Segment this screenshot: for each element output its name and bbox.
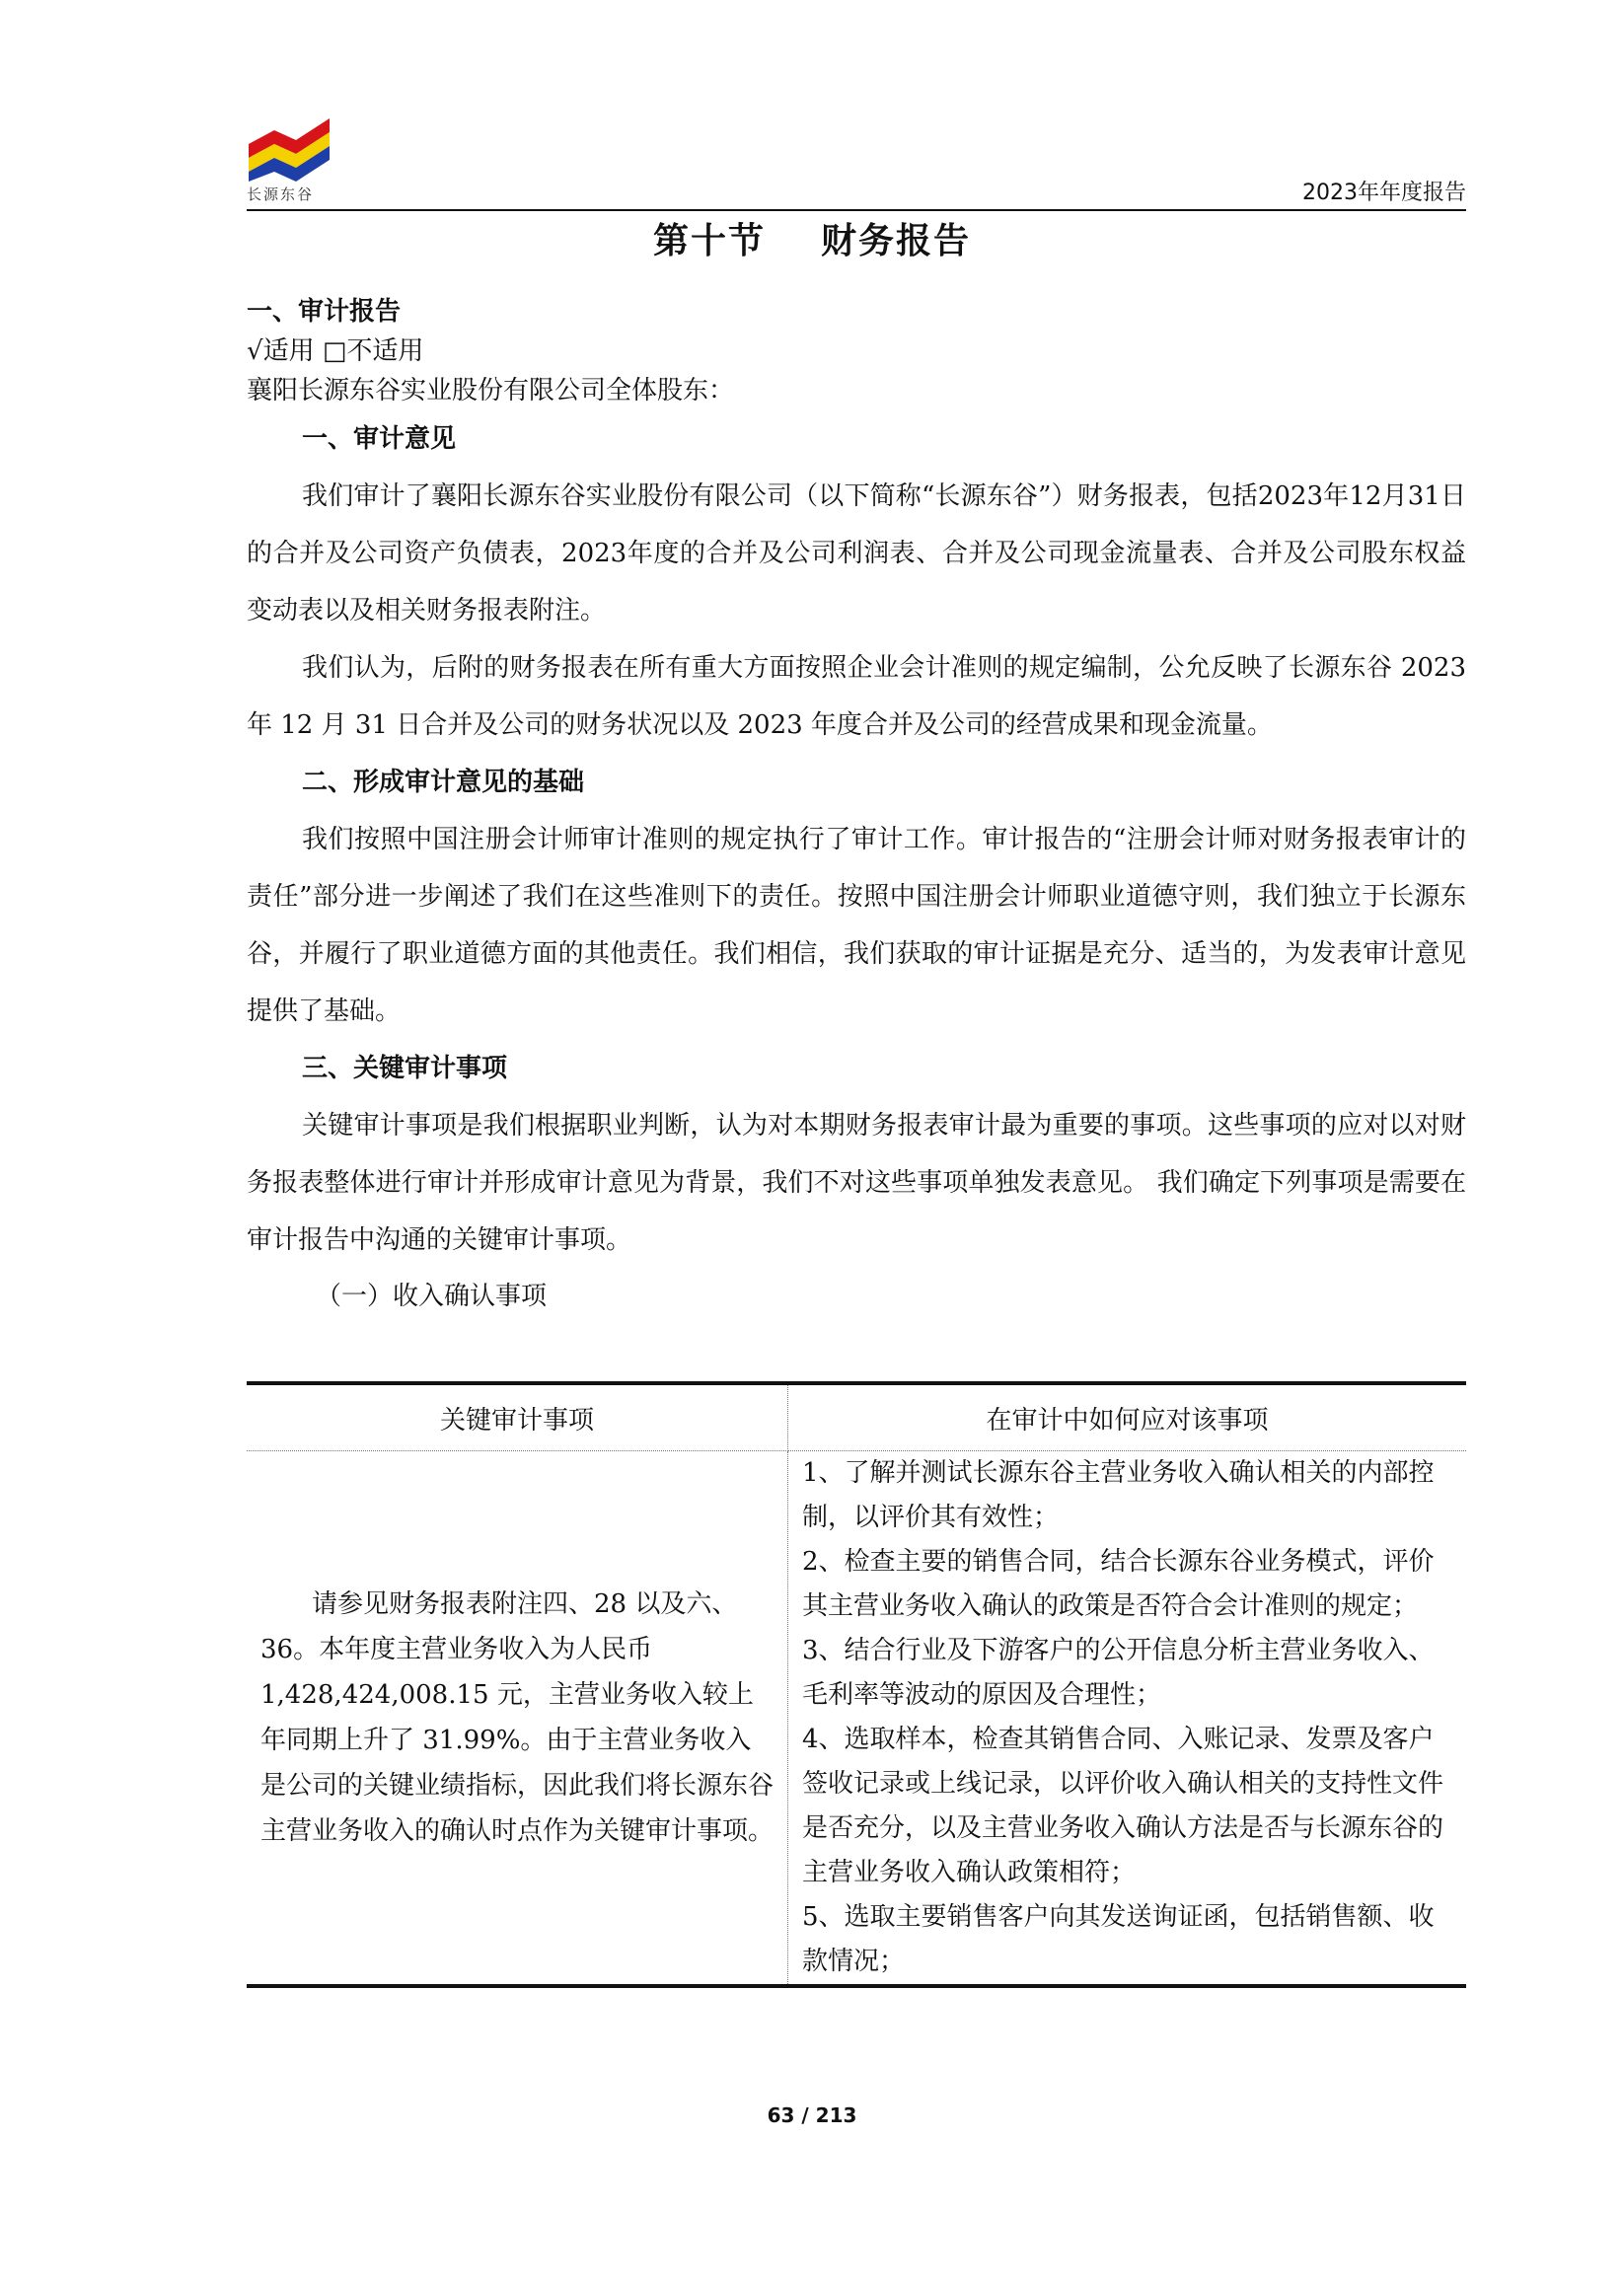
main-content bbox=[247, 292, 1466, 1324]
basis-heading: 二、形成审计意见的基础 bbox=[302, 768, 585, 797]
list-item: 5、选取主要销售客户向其发送询证函，包括销售额、收款情况； bbox=[802, 1902, 1435, 1976]
page-number: 63 / 213 bbox=[767, 2103, 857, 2127]
audit-report-heading: 一、审计报告 bbox=[247, 297, 402, 327]
applicability-options: √适用 □不适用 bbox=[247, 336, 424, 366]
opinion-paragraph-2: 我们认为，后附的财务报表在所有重大方面按照企业会计准则的规定编制，公允反映了长源东谷 2023 年 12 月 31 日合并及公司的财务状况以及 2023 年度合并及公司的经营成果和现金流量。 bbox=[247, 653, 1466, 740]
list-item: 3、结合行业及下游客户的公开信息分析主营业务收入、毛利率等波动的原因及合理性； bbox=[802, 1636, 1435, 1710]
kam-paragraph: 关键审计事项是我们根据职业判断，认为对本期财务报表审计最为重要的事项。这些事项的应对以对财务报表整体进行审计并形成审计意见为背景，我们不对这些事项单独发表意见。 我们确定下列事项是需要在审计报告中沟通的关键审计事项。 bbox=[247, 1111, 1466, 1255]
opinion-heading: 一、审计意见 bbox=[302, 424, 457, 454]
report-title: 2023年年度报告 bbox=[1302, 181, 1466, 205]
table-row bbox=[247, 1451, 1466, 1987]
audit-response-list bbox=[788, 1451, 1467, 1987]
section-number: 第十节 bbox=[652, 221, 766, 261]
opinion-paragraph-1: 我们审计了襄阳长源东谷实业股份有限公司（以下简称“长源东谷”）财务报表，包括2023年12月31日的合并及公司资产负债表，2023年度的合并及公司利润表、合并及公司现金流量表、合并及公司股东权益变动表以及相关财务报表附注。 bbox=[247, 481, 1466, 626]
key-matter-description: 请参见财务报表附注四、28 以及六、36。本年度主营业务收入为人民币1,428,424,008.15 元，主营业务收入较上年同期上升了 31.99%。由于主营业务收入是公司的关键业绩指标，因此我们将长源东谷主营业务收入的确认时点作为关键审计事项。 bbox=[247, 1451, 788, 1987]
header-divider bbox=[247, 209, 1466, 211]
addressee: 襄阳长源东谷实业股份有限公司全体股东： bbox=[247, 376, 735, 405]
basis-paragraph: 我们按照中国注册会计师审计准则的规定执行了审计工作。审计报告的“注册会计师对财务报表审计的责任”部分进一步阐述了我们在这些准则下的责任。按照中国注册会计师职业道德守则，我们独立于长源东谷，并履行了职业道德方面的其他责任。我们相信，我们获取的审计证据是充分、适当的，为发表审计意见提供了基础。 bbox=[247, 825, 1466, 1026]
col-key-matter-header: 关键审计事项 bbox=[247, 1383, 788, 1451]
revenue-recognition-subheading: （一）收入确认事项 bbox=[316, 1282, 548, 1311]
table-header-row bbox=[247, 1383, 1466, 1451]
list-item: 4、选取样本，检查其销售合同、入账记录、发票及客户签收记录或上线记录，以评价收入确认相关的支持性文件是否充分，以及主营业务收入确认方法是否与长源东谷的主营业务收入确认政策相符； bbox=[802, 1725, 1444, 1887]
kam-heading: 三、关键审计事项 bbox=[302, 1054, 508, 1083]
list-item: 2、检查主要的销售合同，结合长源东谷业务模式，评价其主营业务收入确认的政策是否符合会计准则的规定； bbox=[802, 1547, 1435, 1621]
page-title bbox=[0, 213, 1624, 263]
section-name: 财务报告 bbox=[821, 221, 972, 261]
logo-text: 长源东谷 bbox=[247, 185, 315, 203]
key-audit-matters-table bbox=[247, 1381, 1466, 1988]
col-response-header: 在审计中如何应对该事项 bbox=[788, 1383, 1467, 1451]
list-item: 1、了解并测试长源东谷主营业务收入确认相关的内部控制，以评价其有效性； bbox=[802, 1458, 1435, 1532]
